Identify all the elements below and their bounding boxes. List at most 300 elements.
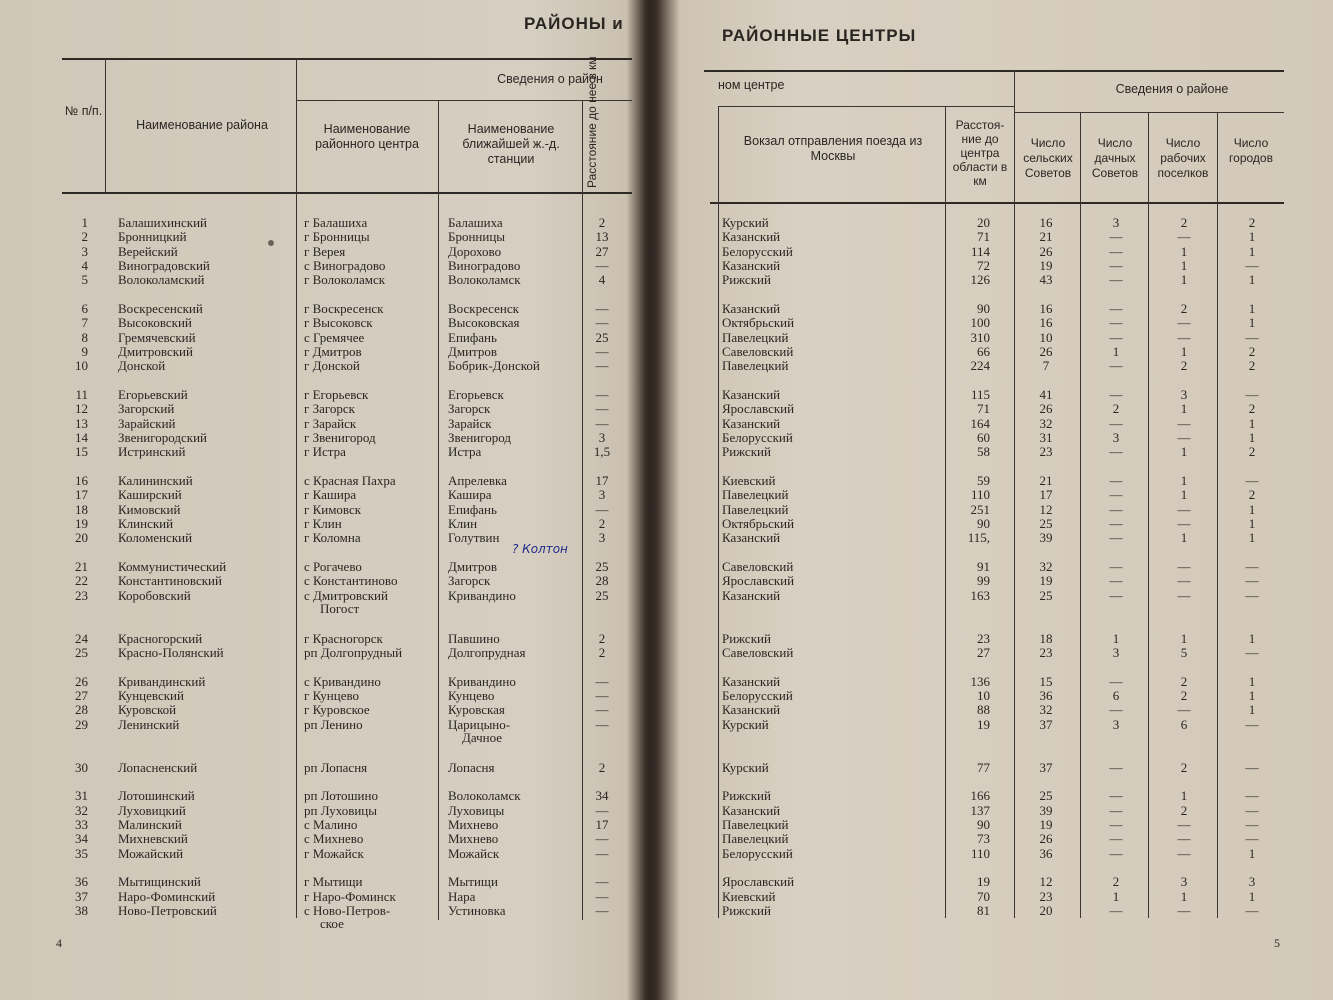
nearest-station: Бронницы xyxy=(448,229,506,245)
district-name: Красногорский xyxy=(118,630,203,646)
distance-to-center: 90 xyxy=(977,817,990,832)
village-councils: 39 xyxy=(1039,802,1053,818)
departure-terminal: Ярославский xyxy=(722,573,795,589)
departure-terminal: Казанский xyxy=(722,258,781,273)
district-name: Балашихинский xyxy=(118,215,207,230)
workers-settlements: 1 xyxy=(1180,401,1188,417)
station-distance: — xyxy=(595,802,609,818)
col-divider xyxy=(296,58,297,918)
dacha-councils: 3 xyxy=(1112,215,1120,230)
distance-to-center: 19 xyxy=(977,874,990,890)
towns: — xyxy=(1245,817,1259,832)
row-number: 35 xyxy=(75,845,88,861)
nearest-station: Апрелевка xyxy=(448,473,507,488)
row-number: 6 xyxy=(81,301,88,316)
district-center: г Загорск xyxy=(304,401,355,417)
nearest-station: Епифань xyxy=(448,501,497,517)
village-councils: 19 xyxy=(1039,573,1053,589)
district-center: г Кимовск xyxy=(304,501,362,517)
departure-terminal: Казанский xyxy=(722,301,781,316)
towns: 1 xyxy=(1248,229,1256,245)
towns: 1 xyxy=(1248,516,1256,531)
header-station: Вокзал отправления поезда из Москвы xyxy=(743,134,923,163)
departure-terminal: Курский xyxy=(722,215,769,230)
workers-settlements: 1 xyxy=(1180,444,1188,460)
header-num: № п/п. xyxy=(64,104,103,118)
dacha-councils: — xyxy=(1109,444,1123,460)
dacha-councils: — xyxy=(1109,473,1123,488)
nearest-station: Дорохово xyxy=(448,243,502,259)
nearest-station: Кашира xyxy=(448,487,492,503)
row-number: 8 xyxy=(81,329,88,345)
nearest-station: Михнево xyxy=(448,831,499,847)
row-number: 28 xyxy=(75,702,88,718)
workers-settlements: 2 xyxy=(1180,301,1188,316)
nearest-station: Кривандино xyxy=(448,673,516,689)
workers-settlements: — xyxy=(1177,229,1191,245)
dacha-councils: — xyxy=(1109,702,1123,718)
district-name: Коробовский xyxy=(118,587,191,603)
village-councils: 12 xyxy=(1039,874,1053,890)
distance-to-center: 20 xyxy=(977,215,990,230)
station-distance: — xyxy=(595,702,609,718)
dacha-councils: — xyxy=(1109,559,1123,574)
row-number: 23 xyxy=(75,587,88,603)
header-distance: Расстоя-ние до центра области в км xyxy=(952,118,1008,188)
departure-terminal: Павелецкий xyxy=(722,817,789,832)
district-name: Луховицкий xyxy=(118,802,186,818)
dacha-councils: 3 xyxy=(1112,716,1120,732)
page-number-right: 5 xyxy=(1274,936,1280,950)
towns: 2 xyxy=(1248,344,1256,359)
col-divider xyxy=(1014,70,1015,918)
dacha-councils: — xyxy=(1109,903,1123,918)
towns: — xyxy=(1245,645,1259,660)
district-name: Гремячевский xyxy=(118,329,196,345)
village-councils: 31 xyxy=(1039,430,1053,445)
row-number: 29 xyxy=(75,716,88,732)
header-station: Наименование ближайшей ж.-д. станции xyxy=(462,122,560,166)
station-distance: 3 xyxy=(598,487,606,503)
district-name: Константиновский xyxy=(118,573,222,589)
departure-terminal: Казанский xyxy=(722,673,781,689)
distance-to-center: 60 xyxy=(977,430,990,445)
district-center: с Михнево xyxy=(304,831,364,847)
dacha-councils: 6 xyxy=(1112,688,1120,703)
departure-terminal: Рижский xyxy=(722,272,771,288)
village-councils: 26 xyxy=(1039,243,1053,259)
nearest-station: Лопасня xyxy=(448,759,495,775)
distance-to-center: 71 xyxy=(977,401,990,417)
station-distance: — xyxy=(595,315,609,331)
header-group-left: ном центре xyxy=(718,78,785,92)
district-name: Коломенский xyxy=(118,530,193,546)
village-councils: 43 xyxy=(1039,272,1053,288)
district-name: Куровской xyxy=(118,702,177,718)
village-councils: 18 xyxy=(1039,630,1053,646)
header-distance: Расстояние до нее в км xyxy=(585,56,599,188)
row-number: 36 xyxy=(75,874,88,890)
village-councils: 32 xyxy=(1039,702,1053,718)
village-councils: 16 xyxy=(1039,315,1053,331)
station-distance: — xyxy=(595,415,609,431)
workers-settlements: 1 xyxy=(1180,473,1188,488)
row-number: 4 xyxy=(81,258,88,273)
header-district: Наименование района xyxy=(136,118,268,132)
district-center: г Звенигород xyxy=(304,430,376,445)
workers-settlements: — xyxy=(1177,329,1191,345)
row-number: 33 xyxy=(75,817,88,832)
departure-terminal: Павелецкий xyxy=(722,831,789,847)
nearest-station: Воскресенск xyxy=(448,301,519,316)
towns: — xyxy=(1245,716,1259,732)
right-page xyxy=(662,0,1333,1000)
row-number: 12 xyxy=(75,401,88,417)
village-councils: 19 xyxy=(1039,817,1053,832)
towns: — xyxy=(1245,329,1259,345)
nearest-station: Волоколамск xyxy=(448,788,521,804)
departure-terminal: Ярославский xyxy=(722,874,795,890)
nearest-station: Куровская xyxy=(448,702,505,718)
village-councils: 21 xyxy=(1039,473,1053,488)
row-number: 26 xyxy=(75,673,88,689)
departure-terminal: Рижский xyxy=(722,903,771,918)
col-divider xyxy=(945,106,946,918)
workers-settlements: 1 xyxy=(1180,888,1188,904)
station-distance: 25 xyxy=(595,329,609,345)
towns: 1 xyxy=(1248,845,1256,861)
workers-settlements: — xyxy=(1177,903,1191,918)
district-center: г Верея xyxy=(304,243,346,259)
departure-terminal: Казанский xyxy=(722,702,781,718)
dacha-councils: 2 xyxy=(1112,874,1120,890)
district-name: Дмитровский xyxy=(118,344,193,359)
towns: 2 xyxy=(1248,444,1256,460)
departure-terminal: Павелецкий xyxy=(722,329,789,345)
workers-settlements: 2 xyxy=(1180,358,1188,374)
departure-terminal: Савеловский xyxy=(722,559,794,574)
header-bottom-rule xyxy=(710,202,1284,204)
distance-to-center: 110 xyxy=(970,487,990,503)
departure-terminal: Казанский xyxy=(722,587,781,603)
village-councils: 25 xyxy=(1039,587,1053,603)
station-distance: 2 xyxy=(598,759,606,775)
district-center: г Воскресенск xyxy=(304,301,384,316)
district-name: Кунцевский xyxy=(118,688,184,703)
dacha-councils: — xyxy=(1109,788,1123,804)
nearest-station: Дмитров xyxy=(448,344,498,359)
district-name: Донской xyxy=(118,358,166,374)
district-center: г Клин xyxy=(304,516,342,531)
nearest-station: Кривандино xyxy=(448,587,516,603)
district-center: г Донской xyxy=(304,358,360,374)
station-distance: — xyxy=(595,673,609,689)
departure-terminal: Рижский xyxy=(722,788,771,804)
row-number: 27 xyxy=(75,688,88,703)
distance-to-center: 224 xyxy=(970,358,990,374)
row-number: 11 xyxy=(75,387,88,402)
nearest-station: Мытищи xyxy=(448,874,498,890)
station-distance: 2 xyxy=(598,516,606,531)
station-distance: — xyxy=(595,903,609,918)
departure-terminal: Казанский xyxy=(722,530,781,546)
towns: 1 xyxy=(1248,415,1256,431)
workers-settlements: 2 xyxy=(1180,688,1188,703)
towns: 1 xyxy=(1248,888,1256,904)
station-distance: 3 xyxy=(598,430,606,445)
nearest-station: Голутвин xyxy=(448,530,500,546)
workers-settlements: 1 xyxy=(1180,487,1188,503)
towns: — xyxy=(1245,573,1259,589)
dacha-councils: 1 xyxy=(1112,888,1120,904)
workers-settlements: 1 xyxy=(1180,788,1188,804)
distance-to-center: 115 xyxy=(970,387,990,402)
row-number: 22 xyxy=(75,573,88,589)
village-councils: 20 xyxy=(1039,903,1053,918)
nearest-station: Можайск xyxy=(448,845,500,861)
distance-to-center: 70 xyxy=(977,888,990,904)
district-center: г Балашиха xyxy=(304,215,368,230)
header-village-councils: Число сельских Советов xyxy=(1023,136,1073,180)
district-name: Лотошинский xyxy=(118,788,195,804)
distance-to-center: 114 xyxy=(970,243,990,259)
departure-terminal: Казанский xyxy=(722,387,781,402)
row-number: 9 xyxy=(81,344,88,359)
departure-terminal: Киевский xyxy=(722,888,776,904)
district-center: г Высоковск xyxy=(304,315,373,331)
workers-settlements: — xyxy=(1177,573,1191,589)
nearest-station: Бобрик-Донской xyxy=(448,358,540,374)
header-workers-settlements: Число рабочих поселков xyxy=(1157,136,1209,180)
distance-to-center: 71 xyxy=(977,229,990,245)
table-top-rule xyxy=(62,58,632,60)
row-number: 2 xyxy=(81,229,88,245)
departure-terminal: Рижский xyxy=(722,630,771,646)
district-center: рп Ленино xyxy=(304,716,363,732)
village-councils: 36 xyxy=(1039,845,1053,861)
row-number: 13 xyxy=(75,415,88,431)
distance-to-center: 23 xyxy=(977,630,990,646)
district-center: г Волоколамск xyxy=(304,272,386,288)
nearest-station: Егорьевск xyxy=(448,387,504,402)
village-councils: 39 xyxy=(1039,530,1053,546)
row-number: 30 xyxy=(75,759,88,775)
towns: 2 xyxy=(1248,215,1256,230)
village-councils: 12 xyxy=(1039,501,1053,517)
workers-settlements: 1 xyxy=(1180,258,1188,273)
district-name: Клинский xyxy=(118,516,174,531)
village-councils: 19 xyxy=(1039,258,1053,273)
workers-settlements: — xyxy=(1177,315,1191,331)
distance-to-center: 58 xyxy=(977,444,990,460)
workers-settlements: — xyxy=(1177,559,1191,574)
nearest-station: Звенигород xyxy=(448,430,512,445)
distance-to-center: 27 xyxy=(977,645,990,660)
towns: — xyxy=(1245,258,1259,273)
distance-to-center: 100 xyxy=(970,315,990,331)
workers-settlements: 2 xyxy=(1180,215,1188,230)
towns: — xyxy=(1245,802,1259,818)
nearest-station: Дмитров xyxy=(448,559,498,574)
departure-terminal: Казанский xyxy=(722,802,781,818)
row-number: 19 xyxy=(75,516,88,531)
towns: 1 xyxy=(1248,673,1256,689)
station-distance: 2 xyxy=(598,215,606,230)
district-center: с Ново-Петров- xyxy=(304,903,391,918)
nearest-station: Кунцево xyxy=(448,688,495,703)
workers-settlements: — xyxy=(1177,831,1191,847)
district-center: г Бронницы xyxy=(304,229,370,245)
station-distance: — xyxy=(595,358,609,374)
header-group-right: Сведения о районе xyxy=(1115,82,1229,96)
station-distance: 17 xyxy=(595,473,609,488)
towns: 2 xyxy=(1248,487,1256,503)
nearest-station: Епифань xyxy=(448,329,497,345)
village-councils: 16 xyxy=(1039,301,1053,316)
village-councils: 15 xyxy=(1039,673,1053,689)
towns: 1 xyxy=(1248,430,1256,445)
distance-to-center: 91 xyxy=(977,559,990,574)
departure-terminal: Рижский xyxy=(722,444,771,460)
workers-settlements: 3 xyxy=(1180,874,1188,890)
towns: 1 xyxy=(1248,243,1256,259)
nearest-station: Истра xyxy=(448,444,482,460)
district-center: с Красная Пахра xyxy=(304,473,396,488)
dacha-councils: — xyxy=(1109,358,1123,374)
col-divider xyxy=(718,106,719,918)
towns: 1 xyxy=(1248,530,1256,546)
departure-terminal: Киевский xyxy=(722,473,776,488)
nearest-station: Высоковская xyxy=(448,315,520,331)
towns: 1 xyxy=(1248,501,1256,517)
row-number: 17 xyxy=(75,487,88,503)
station-distance: — xyxy=(595,716,609,732)
district-center: г Красногорск xyxy=(304,630,383,646)
departure-terminal: Савеловский xyxy=(722,645,794,660)
district-center: рп Лопасня xyxy=(304,759,368,775)
departure-terminal: Павелецкий xyxy=(722,487,789,503)
village-councils: 37 xyxy=(1039,716,1053,732)
village-councils: 25 xyxy=(1039,516,1053,531)
district-name: Коммунистический xyxy=(118,559,227,574)
row-number: 37 xyxy=(75,888,88,904)
workers-settlements: — xyxy=(1177,817,1191,832)
district-center: г Егорьевск xyxy=(304,387,369,402)
workers-settlements: 1 xyxy=(1180,272,1188,288)
header-group: Сведения о район xyxy=(497,72,603,86)
station-distance: — xyxy=(595,387,609,402)
district-name: Красно-Полянский xyxy=(118,645,224,660)
towns: — xyxy=(1245,559,1259,574)
departure-terminal: Казанский xyxy=(722,229,781,245)
district-name: Виноградовский xyxy=(118,258,210,273)
station-distance: 3 xyxy=(598,530,606,546)
towns: — xyxy=(1245,831,1259,847)
workers-settlements: — xyxy=(1177,501,1191,517)
workers-settlements: 6 xyxy=(1180,716,1188,732)
village-councils: 25 xyxy=(1039,788,1053,804)
dacha-councils: — xyxy=(1109,387,1123,402)
district-name: Истринский xyxy=(118,444,186,460)
towns: — xyxy=(1245,587,1259,603)
district-center: рп Лотошино xyxy=(304,788,378,804)
district-center: с Дмитровский xyxy=(304,587,388,603)
district-center: г Кашира xyxy=(304,487,357,503)
district-center: г Зарайск xyxy=(304,415,357,431)
towns: 3 xyxy=(1248,874,1256,890)
district-center-cont: Погост xyxy=(320,600,360,616)
district-center: г Куровское xyxy=(304,702,370,718)
row-number: 7 xyxy=(81,315,88,331)
nearest-station: Волоколамск xyxy=(448,272,521,288)
station-distance: — xyxy=(595,401,609,417)
distance-to-center: 163 xyxy=(970,587,990,603)
distance-to-center: 166 xyxy=(970,788,990,804)
district-name: Малинский xyxy=(118,817,182,832)
dacha-councils: — xyxy=(1109,329,1123,345)
district-name: Мытищинский xyxy=(118,874,201,890)
row-number: 34 xyxy=(75,831,88,847)
district-center: с Малино xyxy=(304,817,358,832)
dacha-councils: — xyxy=(1109,831,1123,847)
dacha-councils: — xyxy=(1109,530,1123,546)
workers-settlements: 1 xyxy=(1180,630,1188,646)
workers-settlements: — xyxy=(1177,430,1191,445)
district-name: Загорский xyxy=(118,401,175,417)
nearest-station-cont: Дачное xyxy=(462,729,503,745)
station-distance: — xyxy=(595,301,609,316)
village-councils: 32 xyxy=(1039,415,1053,431)
header-center: Наименование районного центра xyxy=(315,122,419,151)
row-number: 38 xyxy=(75,903,88,918)
row-number: 20 xyxy=(75,530,88,546)
nearest-station: Устиновка xyxy=(448,903,506,918)
district-name: Ново-Петровский xyxy=(118,903,217,918)
page-number-left: 4 xyxy=(56,936,62,950)
station-distance: 2 xyxy=(598,630,606,646)
distance-to-center: 19 xyxy=(977,716,990,732)
workers-settlements: 1 xyxy=(1180,530,1188,546)
dacha-councils: — xyxy=(1109,759,1123,775)
dacha-councils: 2 xyxy=(1112,401,1120,417)
district-center: г Можайск xyxy=(304,845,364,861)
workers-settlements: 1 xyxy=(1180,344,1188,359)
col-divider xyxy=(1080,112,1081,918)
nearest-station: Павшино xyxy=(448,630,500,646)
village-councils: 21 xyxy=(1039,229,1053,245)
station-distance: 13 xyxy=(595,229,609,245)
row-number: 18 xyxy=(75,501,88,517)
village-councils: 23 xyxy=(1039,645,1053,660)
departure-terminal: Курский xyxy=(722,759,769,775)
departure-terminal: Савеловский xyxy=(722,344,794,359)
district-center: с Кривандино xyxy=(304,673,381,689)
towns: 1 xyxy=(1248,315,1256,331)
district-name: Каширский xyxy=(118,487,182,503)
district-name: Егорьевский xyxy=(118,387,188,402)
workers-settlements: 5 xyxy=(1180,645,1188,660)
row-number: 1 xyxy=(81,215,88,230)
district-center: г Истра xyxy=(304,444,346,460)
col-divider xyxy=(582,100,583,920)
workers-settlements: — xyxy=(1177,845,1191,861)
nearest-station: Загорск xyxy=(448,573,491,589)
station-distance: — xyxy=(595,831,609,847)
towns: 1 xyxy=(1248,630,1256,646)
district-center: рп Луховицы xyxy=(304,802,377,818)
district-center: с Рогачево xyxy=(304,559,362,574)
nearest-station: Клин xyxy=(448,516,478,531)
